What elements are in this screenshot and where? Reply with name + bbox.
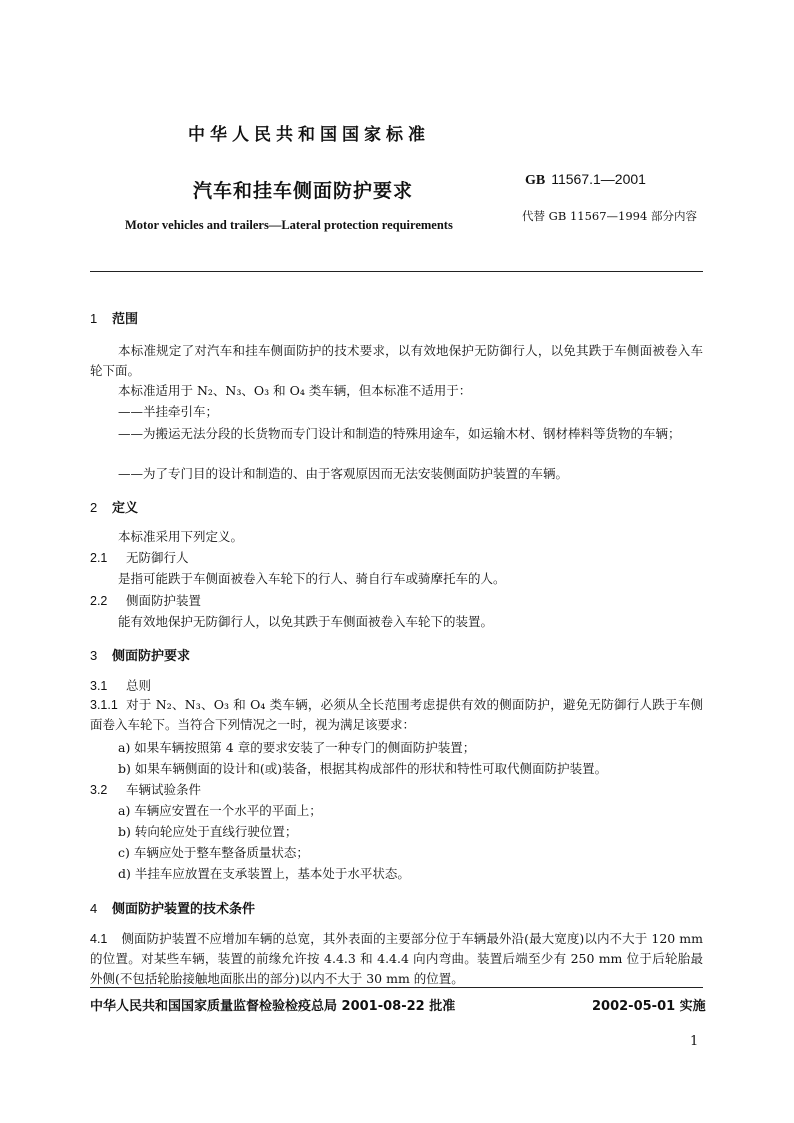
standard-number xyxy=(525,171,646,189)
section-number: 1 xyxy=(90,311,98,326)
definition-2-1-text: 是指可能跌于车侧面被卷入车轮下的行人、骑自行车或骑摩托车的人。 xyxy=(118,571,506,586)
section-title: 范围 xyxy=(112,312,139,327)
clause-3-2-item-b: b) 转向轮应处于直线行驶位置； xyxy=(118,824,298,839)
section-1-item-3: ——为了专门目的设计和制造的、由于客观原因而无法安装侧面防护装置的车辆。 xyxy=(118,466,569,481)
header-divider xyxy=(90,271,703,272)
gb-number: 11567.1—2001 xyxy=(551,171,646,187)
section-1-item-2: ——为搬运无法分段的长货物而专门设计和制造的特殊用途车，如运输木材、钢材棒料等货物的车辆； xyxy=(118,426,681,441)
definition-2-2-text: 能有效地保护无防御行人，以免其跌于车侧面被卷入车轮下的装置。 xyxy=(118,614,494,629)
section-2-para-1: 本标准采用下列定义。 xyxy=(118,529,244,544)
standard-type-heading: 中华人民共和国国家标准 xyxy=(188,125,430,145)
section-1-para-1: 本标准规定了对汽车和挂车侧面防护的技术要求，以有效地保护无防御行人，以免其跌于车侧面被卷入车轮下面。 xyxy=(90,343,703,378)
clause-3-2-item-d: d) 半挂车应放置在支承装置上，基本处于水平状态。 xyxy=(118,866,410,881)
clause-text: 侧面防护装置不应增加车辆的总宽，其外表面的主要部分位于车辆最外沿(最大宽度)以内不大于 120 mm 的位置。对某些车辆，装置的前缘允许按 4.4.3 和 4.4.4 向内弯曲。装置后端至少有 250 mm 位于后轮胎最外侧(不包括轮胎接触地面胀出的部分)以内不大于 30 mm 的位置。 xyxy=(90,931,703,986)
section-number: 3 xyxy=(90,648,98,663)
clause-3-2-heading xyxy=(90,780,201,798)
clause-number: 4.1 xyxy=(90,932,108,946)
clause-number: 3.1.1 xyxy=(90,698,118,712)
section-1-para-2: 本标准适用于 N₂、N₃、O₃ 和 O₄ 类车辆，但本标准不适用于： xyxy=(118,383,472,398)
clause-title: 车辆试验条件 xyxy=(126,782,202,797)
section-4-heading xyxy=(90,898,255,917)
section-number: 2 xyxy=(90,500,98,515)
clause-title: 无防御行人 xyxy=(126,550,189,565)
clause-4-1 xyxy=(90,929,703,989)
footer-divider xyxy=(90,987,703,988)
clause-title: 总则 xyxy=(126,678,152,693)
section-3-heading xyxy=(90,645,190,664)
replaces-note: 代替 GB 11567—1994 部分内容 xyxy=(522,209,697,223)
section-title: 定义 xyxy=(112,501,139,516)
page-number: 1 xyxy=(690,1034,699,1049)
clause-number: 3.1 xyxy=(90,679,108,693)
clause-3-1-1 xyxy=(90,695,703,735)
clause-3-2-item-c: c) 车辆应处于整车整备质量状态； xyxy=(118,845,309,860)
section-number: 4 xyxy=(90,901,98,916)
gb-prefix: GB xyxy=(525,173,546,188)
definition-2-2-heading xyxy=(90,591,201,609)
clause-3-1-heading xyxy=(90,676,151,694)
issuer-approval: 中华人民共和国国家质量监督检验检疫总局 2001-08-22 批准 xyxy=(90,999,456,1014)
definition-2-1-heading xyxy=(90,548,189,566)
section-title: 侧面防护装置的技术条件 xyxy=(112,902,256,917)
clause-3-2-item-a: a) 车辆应安置在一个水平的平面上； xyxy=(118,803,322,818)
clause-title: 侧面防护装置 xyxy=(126,593,202,608)
clause-number: 2.1 xyxy=(90,551,108,565)
clause-text: 对于 N₂、N₃、O₃ 和 O₄ 类车辆，必须从全长范围考虑提供有效的侧面防护，避免无防御行人跌于车侧面卷入车轮下。当符合下列情况之一时，视为满足该要求： xyxy=(90,697,703,732)
section-1-item-1: ——半挂牵引车； xyxy=(118,404,219,419)
section-1-heading xyxy=(90,308,138,327)
clause-3-1-1-item-b: b) 如果车辆侧面的设计和(或)装备，根据其构成部件的形状和特性可取代侧面防护装置。 xyxy=(118,761,608,776)
document-title-cn: 汽车和挂车侧面防护要求 xyxy=(193,180,414,202)
effective-date: 2002-05-01 实施 xyxy=(592,999,706,1014)
section-2-heading xyxy=(90,497,138,516)
document-title-en: Motor vehicles and trailers—Lateral protection requirements xyxy=(125,218,453,232)
section-title: 侧面防护要求 xyxy=(112,649,191,664)
clause-number: 2.2 xyxy=(90,594,108,608)
clause-3-1-1-item-a: a) 如果车辆按照第 4 章的要求安装了一种专门的侧面防护装置； xyxy=(118,740,476,755)
clause-number: 3.2 xyxy=(90,783,108,797)
